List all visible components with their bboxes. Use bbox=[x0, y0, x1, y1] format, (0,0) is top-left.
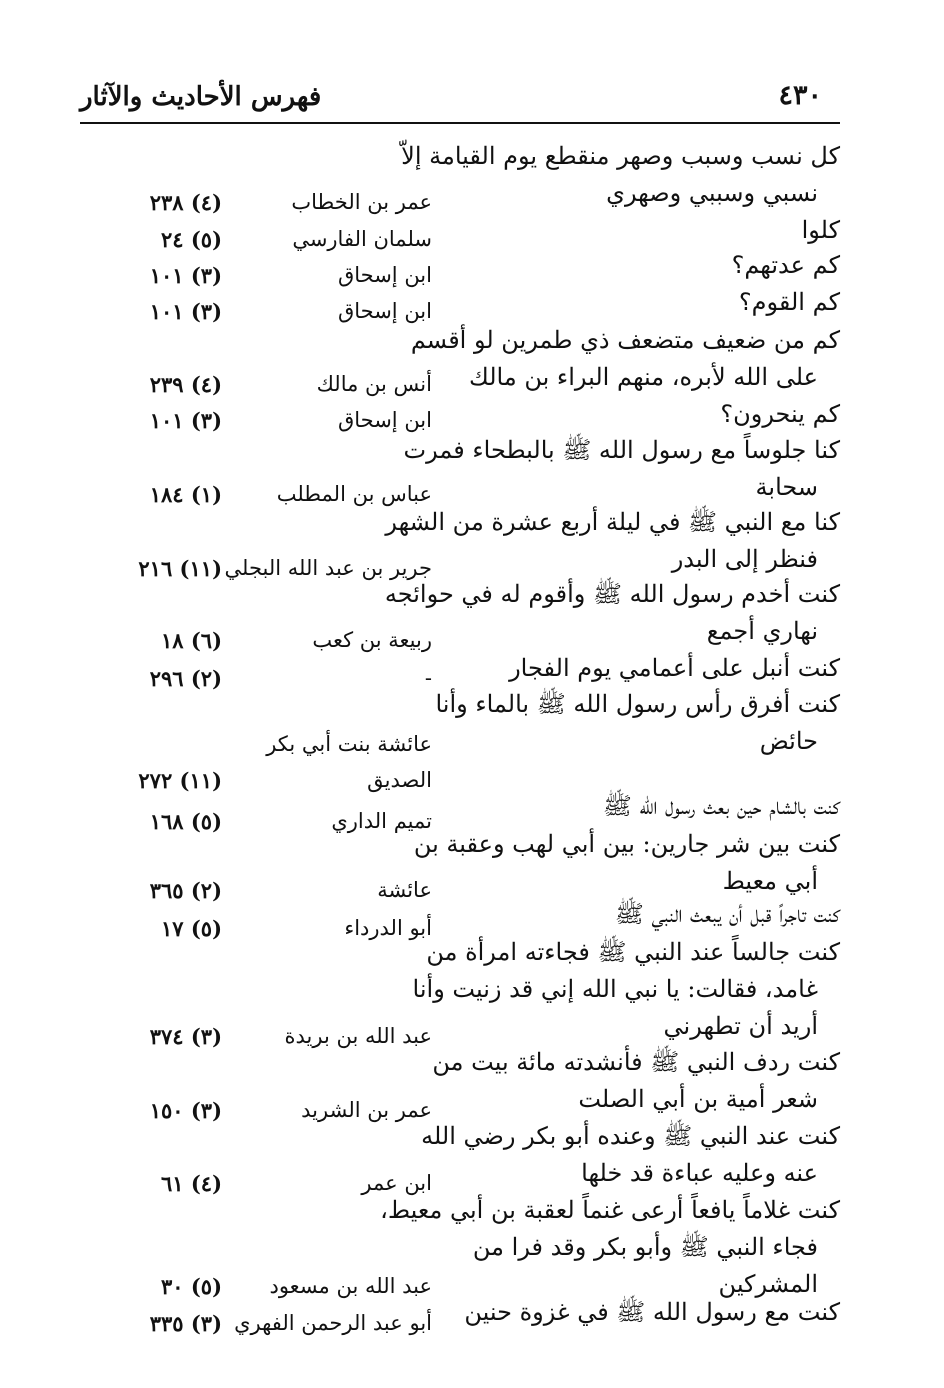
volume-page-ref: (٢) ٣٦٥ bbox=[149, 878, 222, 903]
hadith-line: كنت بالشام حين بعث رسول الله ﷺ bbox=[602, 792, 840, 820]
hadith-entry bbox=[460, 247, 840, 284]
hadith-line: كم القوم؟ bbox=[738, 288, 840, 316]
volume-page-ref: (٥) ٣٠ bbox=[160, 1274, 222, 1299]
narrator-name: - bbox=[424, 666, 432, 690]
volume-page-ref: (٤) ٢٣٩ bbox=[149, 372, 222, 397]
hadith-line: كم عدتهم؟ bbox=[731, 251, 840, 279]
narrator-name: أنس بن مالك bbox=[316, 372, 432, 396]
hadith-line: كل نسب وسبب وصهر منقطع يوم القيامة إلاّ bbox=[401, 142, 840, 170]
volume-page-ref: (١) ١٨٤ bbox=[149, 482, 222, 507]
volume-page-ref: (٣) ١٥٠ bbox=[149, 1098, 222, 1123]
hadith-entry bbox=[460, 396, 840, 433]
narrator-name: جرير بن عبد الله البجلي bbox=[224, 556, 432, 580]
hadith-line: نسبي وسببي وصهري bbox=[606, 179, 818, 207]
volume-page-ref: (١١) ٢١٦ bbox=[138, 556, 222, 581]
hadith-line: فجاء النبي ﷺ وأبو بكر وقد فرا من bbox=[472, 1233, 818, 1261]
hadith-line: نهاري أجمع bbox=[706, 617, 818, 645]
hadith-line: غامد، فقالت: يا نبي الله إني قد زنيت وأنا bbox=[412, 975, 818, 1003]
hadith-entry bbox=[435, 686, 840, 760]
narrator-name: تميم الداري bbox=[331, 809, 432, 833]
hadith-entry bbox=[421, 1118, 840, 1192]
volume-page-ref: (٢) ٢٩٦ bbox=[149, 666, 222, 691]
hadith-entry bbox=[385, 504, 840, 578]
hadith-line: أبي معيط bbox=[722, 867, 818, 895]
hadith-line: حائض bbox=[759, 727, 818, 755]
narrator-name: سلمان الفارسي bbox=[292, 227, 432, 251]
hadith-line: كنا مع النبي ﷺ في ليلة أربع عشرة من الشهر bbox=[385, 508, 840, 536]
hadith-entry bbox=[412, 934, 840, 1045]
page-number: ٤٣٠ bbox=[778, 80, 822, 111]
narrator-name: عبد الله بن مسعود bbox=[269, 1274, 432, 1298]
volume-page-ref: (٥) ١٦٨ bbox=[149, 809, 222, 834]
narrator-name: ابن إسحاق bbox=[337, 263, 432, 287]
narrator-name: ربيعة بن كعب bbox=[312, 628, 432, 652]
hadith-line: كنت ردف النبي ﷺ فأنشدته مائة بيت من bbox=[432, 1048, 840, 1076]
hadith-line: كنت غلاماً يافعاً أرعى غنماً لعقبة بن أبي معيط، bbox=[380, 1196, 840, 1224]
hadith-line: كم من ضعيف متضعف ذي طمرين لو أقسم bbox=[410, 326, 840, 354]
hadith-line: كنت أنبل على أعمامي يوم الفجار bbox=[509, 654, 840, 682]
hadith-entry bbox=[410, 322, 840, 396]
narrator-name: ابن إسحاق bbox=[337, 299, 432, 323]
hadith-line: عنه وعليه عباءة قد خلها bbox=[581, 1159, 818, 1187]
volume-page-ref: (٣) ١٠١ bbox=[149, 408, 222, 433]
hadith-line: كنا جلوساً مع رسول الله ﷺ بالبطحاء فمرت bbox=[403, 436, 840, 464]
narrator-name: الصديق bbox=[367, 768, 432, 792]
narrator-name: أبو عبد الرحمن الفهري bbox=[234, 1311, 432, 1335]
hadith-line: سحابة bbox=[755, 473, 818, 501]
hadith-line: كلوا bbox=[801, 216, 840, 244]
hadith-line: كنت أفرق رأس رسول الله ﷺ بالماء وأنا bbox=[435, 690, 840, 718]
hadith-line: كنت أخدم رسول الله ﷺ وأقوم له في حوائجه bbox=[384, 580, 840, 608]
hadith-line: كنت مع رسول الله ﷺ في غزوة حنين bbox=[464, 1298, 840, 1326]
narrator-name: عمر بن الخطاب bbox=[291, 190, 432, 214]
hadith-entry bbox=[413, 826, 840, 900]
volume-page-ref: (٤) ٢٣٨ bbox=[149, 190, 222, 215]
narrator-name: ابن إسحاق bbox=[337, 408, 432, 432]
narrator-name: عائشة بنت أبي بكر bbox=[266, 732, 432, 756]
hadith-line: أريد أن تطهرني bbox=[663, 1012, 818, 1040]
hadith-entry bbox=[460, 1294, 840, 1331]
running-title: فهرس الأحاديث والآثار bbox=[80, 82, 322, 112]
volume-page-ref: (١١) ٢٧٢ bbox=[138, 768, 222, 793]
hadith-entry bbox=[401, 138, 840, 212]
hadith-entry bbox=[384, 576, 840, 650]
narrator-name: عبد الله بن بريدة bbox=[284, 1024, 432, 1048]
hadith-line: كنت تاجراً قبل أن يبعث النبي ﷺ bbox=[614, 900, 840, 928]
volume-page-ref: (٣) ١٠١ bbox=[149, 263, 222, 288]
narrator-name: عباس بن المطلب bbox=[276, 482, 432, 506]
narrator-name: ابن عمر bbox=[361, 1171, 432, 1195]
hadith-line: على الله لأبره، منهم البراء بن مالك bbox=[469, 363, 818, 391]
volume-page-ref: (٣) ٣٧٤ bbox=[149, 1024, 222, 1049]
hadith-entry bbox=[403, 432, 840, 506]
hadith-entry bbox=[460, 896, 840, 933]
narrator-name: عائشة bbox=[377, 878, 432, 902]
volume-page-ref: (٣) ١٠١ bbox=[149, 299, 222, 324]
hadith-entry bbox=[460, 788, 840, 825]
hadith-entry bbox=[380, 1192, 840, 1303]
volume-page-ref: (٣) ٣٣٥ bbox=[149, 1311, 222, 1336]
hadith-entry bbox=[460, 284, 840, 321]
hadith-entry bbox=[432, 1044, 840, 1118]
hadith-line: كنت بين شر جارين: بين أبي لهب وعقبة بن bbox=[413, 830, 840, 858]
hadith-line: كم ينحرون؟ bbox=[720, 400, 840, 428]
hadith-entry bbox=[460, 212, 840, 249]
narrator-name: أبو الدرداء bbox=[344, 916, 432, 940]
hadith-line: كنت عند النبي ﷺ وعنده أبو بكر رضي الله bbox=[421, 1122, 840, 1150]
hadith-line: شعر أمية بن أبي الصلت bbox=[578, 1085, 818, 1113]
hadith-line: فنظر إلى البدر bbox=[671, 545, 818, 573]
hadith-entry bbox=[460, 650, 840, 687]
volume-page-ref: (٥) ١٧ bbox=[160, 916, 222, 941]
volume-page-ref: (٥) ٢٤ bbox=[160, 227, 222, 252]
volume-page-ref: (٤) ٦١ bbox=[160, 1171, 222, 1196]
hadith-line: المشركين bbox=[718, 1270, 818, 1298]
narrator-name: عمر بن الشريد bbox=[301, 1098, 432, 1122]
hadith-line: كنت جالساً عند النبي ﷺ فجاءته امرأة من bbox=[426, 938, 840, 966]
volume-page-ref: (٦) ١٨ bbox=[160, 628, 222, 653]
